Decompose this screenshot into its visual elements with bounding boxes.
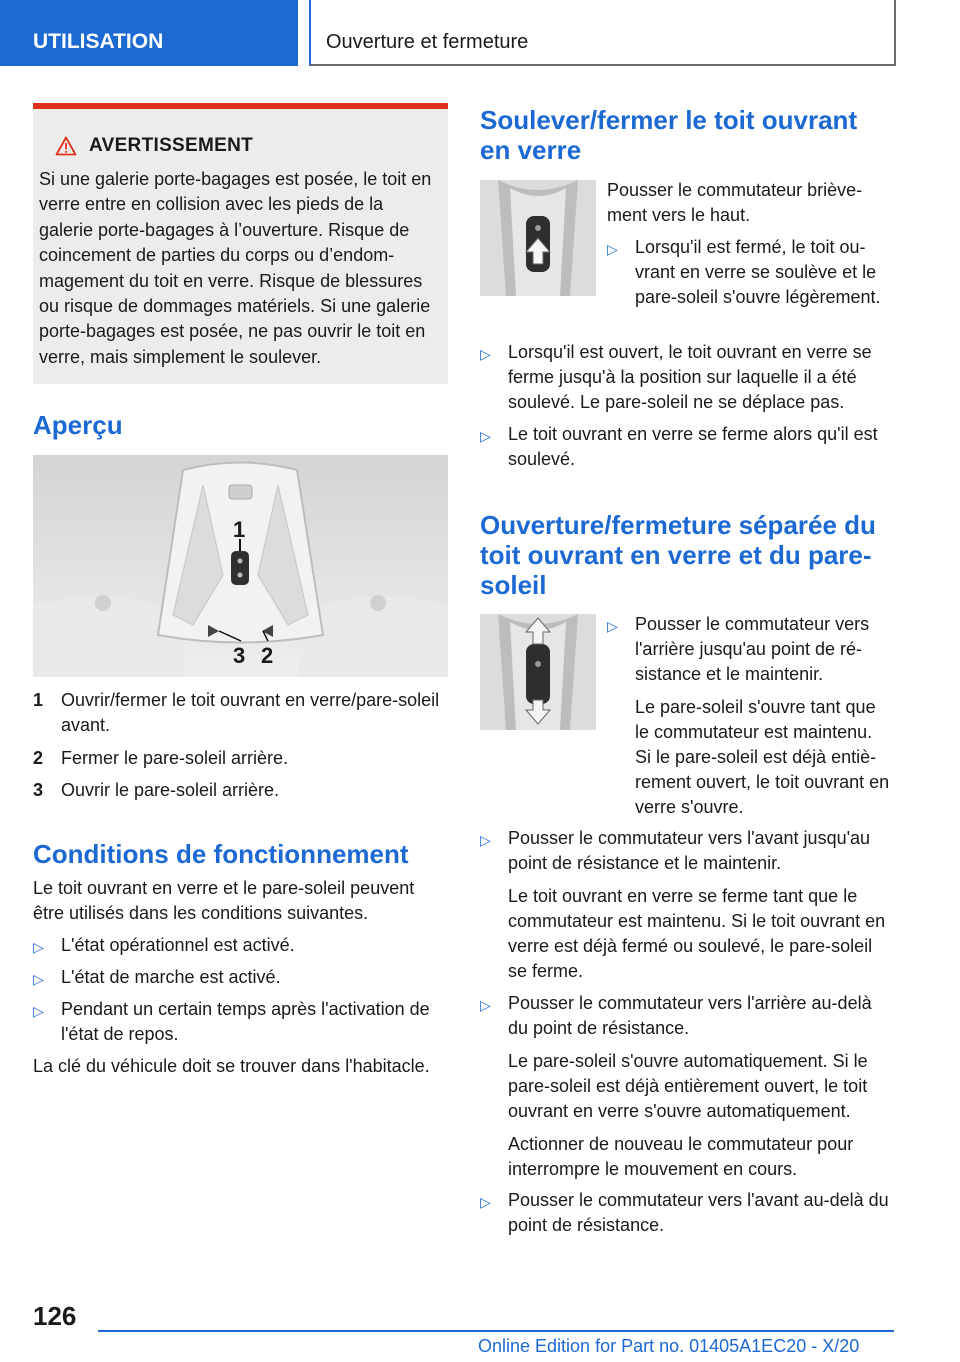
list-item [33,933,448,960]
overview-illustration [33,455,448,677]
triangle-right-icon: ▷ [607,241,618,257]
list-item-text [635,612,892,820]
triangle-right-icon: ▷ [33,1003,44,1019]
list-item-detail: Actionner de nouveau le commutateur pour interrompre le mouvement en cours. [508,1134,854,1179]
list-item [480,340,895,415]
warning-title: AVERTISSEMENT [89,135,254,156]
list-item [480,826,895,984]
triangle-right-icon: ▷ [33,939,44,955]
warning-body: Si une galerie porte-bagages est posée, le toit en verre entre en collision avec les pieds de la galerie porte-bagages à l’ouverture. Risque de coincement de parties du corps ou d’endommagement du toit en verre. Risque de blessures ou risque de dommages matériels. Si une galerie porte-bagages est posée, ne pas ouvrir le toit en verre, mais simplement le soulever. [39,169,432,367]
triangle-right-icon: ▷ [480,1194,491,1210]
legend-item [33,688,449,738]
switch-up-illustration [480,180,596,296]
legend-item [33,778,449,803]
triangle-right-icon: ▷ [480,997,491,1013]
warning-triangle-icon [55,136,77,156]
list-item-text [508,991,895,1182]
legend-number: 2 [33,748,44,768]
list-item-main: Pousser le commutateur vers l'avant jusqu'au point de résistance et le maintenir. [508,828,871,873]
footer-rule [98,1330,894,1332]
callout-2: 2 [261,643,274,668]
list-item [607,235,892,310]
legend-number: 3 [33,780,44,800]
switch-both-illustration [480,614,596,730]
legend-text: Ouvrir/fermer le toit ouvrant en verre/pare-soleil avant. [61,690,440,735]
heading-separee: Ouverture/fermeture séparée du toit ouvrant en verre et du pare-soleil [480,510,876,600]
callout-1: 1 [233,517,246,542]
list-item [33,997,448,1047]
warning-box [33,103,448,384]
soulever-intro: Pousser le commutateur brièvement vers le haut. [607,180,863,225]
list-item [480,422,895,472]
list-item-text: Pendant un certain temps après l'activation de l'état de repos. [61,999,430,1044]
legend-text: Ouvrir le pare-soleil arrière. [61,780,280,800]
legend-item [33,746,449,771]
conditions-outro: La clé du véhicule doit se trouver dans l'habitacle. [33,1056,430,1076]
legend-text: Fermer le pare-soleil arrière. [61,748,289,768]
list-item-detail: Le pare-soleil s'ouvre automatiquement. Si le pare-soleil est déjà entièrement ouvert, le toit ouvrant en verre s'ouvre automatiquement. [508,1051,868,1121]
section-title: UTILISATION [0,0,298,66]
list-item-detail: Le pare-soleil s'ouvre tant que le commutateur est maintenu. Si le pare-soleil est déjà entièrement ouvert, le toit ouvrant en verre s'ouvre. [635,697,890,817]
list-item [607,612,892,820]
warning-title-row [55,135,436,157]
switch-up-drawing [480,180,596,296]
triangle-right-icon: ▷ [480,428,491,444]
triangle-right-icon: ▷ [480,832,491,848]
list-item-text: L'état opérationnel est activé. [61,935,295,955]
triangle-right-icon: ▷ [480,346,491,362]
list-item [480,991,895,1182]
list-item-text: Pousser le commutateur vers l'avant au-delà du point de résistance. [508,1190,889,1235]
list-item-text: Le toit ouvrant en verre se ferme alors qu'il est soulevé. [508,424,878,469]
list-item-text [508,826,895,984]
list-item-text: Lorsqu'il est fermé, le toit ouvrant en verre se soulève et le pare-soleil s'ouvre légèrement. [635,237,881,307]
list-item-detail: Le toit ouvrant en verre se ferme tant que le commutateur est maintenu. Si le toit ouvrant en verre est déjà fermé ou soulevé, le pare-soleil se ferme. [508,886,886,981]
heading-soulever: Soulever/fermer le toit ouvrant en verre [480,105,858,165]
triangle-right-icon: ▷ [33,971,44,987]
list-item-main: Pousser le commutateur vers l'arrière jusqu'au point de résistance et le maintenir. [635,614,870,684]
chapter-title: Ouverture et fermeture [310,0,896,66]
heading-apercu: Aperçu [33,410,123,440]
conditions-intro: Le toit ouvrant en verre et le pare-soleil peuvent être utilisés dans les conditions suivantes. [33,878,415,923]
heading-conditions: Conditions de fonctionnement [33,839,409,869]
footer-edition: Online Edition for Part no. 01405A1EC20 - X/20 [478,1336,860,1356]
list-item-text: L'état de marche est activé. [61,967,281,987]
list-item [480,1188,895,1238]
list-item-text: Lorsqu'il est ouvert, le toit ouvrant en verre se ferme jusqu'à la position sur laquelle il a été soulevé. Le pare-soleil ne se déplace pas. [508,342,872,412]
list-item [33,965,448,992]
legend-number: 1 [33,690,44,710]
triangle-right-icon: ▷ [607,618,618,634]
switch-both-drawing [480,614,596,730]
callout-3: 3 [233,643,246,668]
page-number: 126 [33,1301,77,1331]
list-item-main: Pousser le commutateur vers l'arrière au-delà du point de résistance. [508,993,872,1038]
